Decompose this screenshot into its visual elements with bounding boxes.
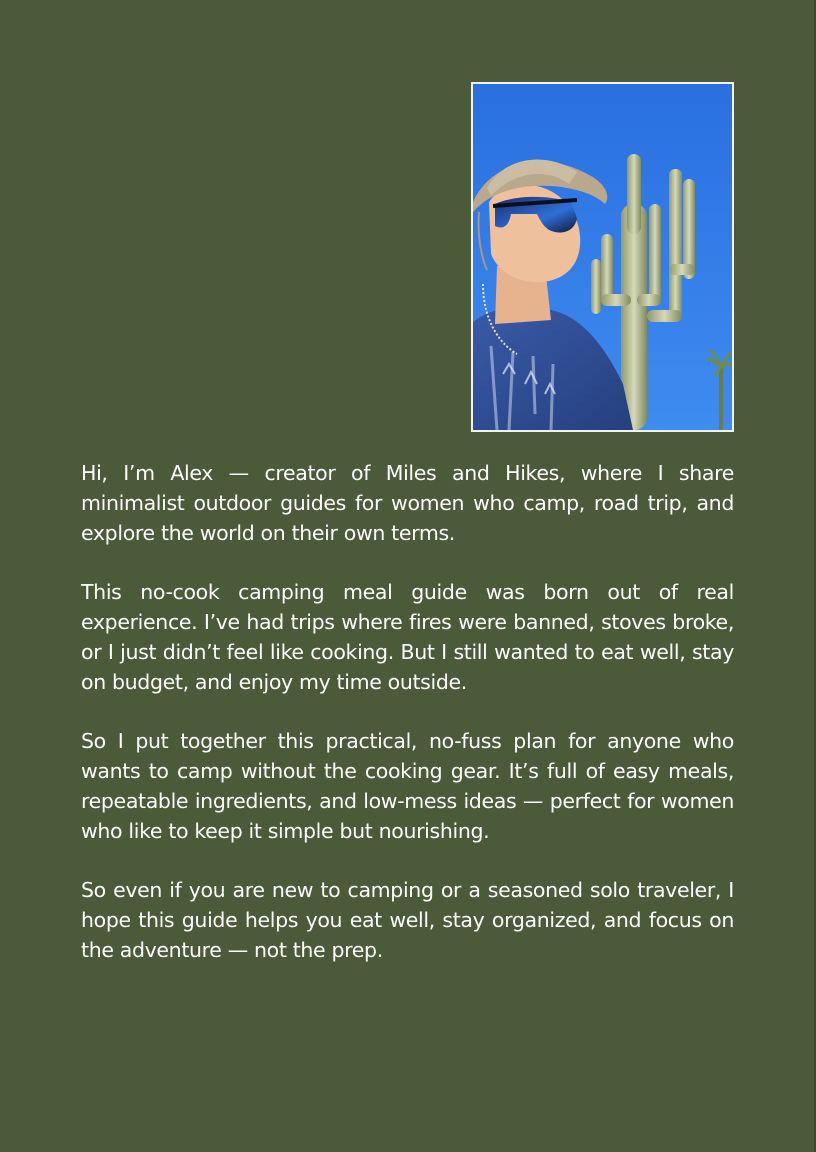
author-bio [81, 459, 734, 995]
bio-paragraph-origin: This no-cook camping meal guide was born out of real experience. I’ve had trips where fires were banned, stoves broke, or I just didn’t feel like cooking. But I still wanted to eat well, stay on budget, and enjoy my time outside. [81, 580, 734, 694]
bio-paragraph-closing: So even if you are new to camping or a seasoned solo traveler, I hope this guide helps you eat well, stay organized, and focus on the adventure — not the prep. [81, 878, 734, 962]
author-photo-illustration [473, 84, 732, 430]
author-photo [471, 82, 734, 432]
bio-paragraph-intro: Hi, I’m Alex — creator of Miles and Hikes, where I share minimalist outdoor guides for women who camp, road trip, and explore the world on their own terms. [81, 461, 734, 545]
bio-paragraph-plan: So I put together this practical, no-fuss plan for anyone who wants to camp without the cooking gear. It’s full of easy meals, repeatable ingredients, and low-mess ideas — perfect for women who like to keep it simple but nourishing. [81, 729, 734, 843]
